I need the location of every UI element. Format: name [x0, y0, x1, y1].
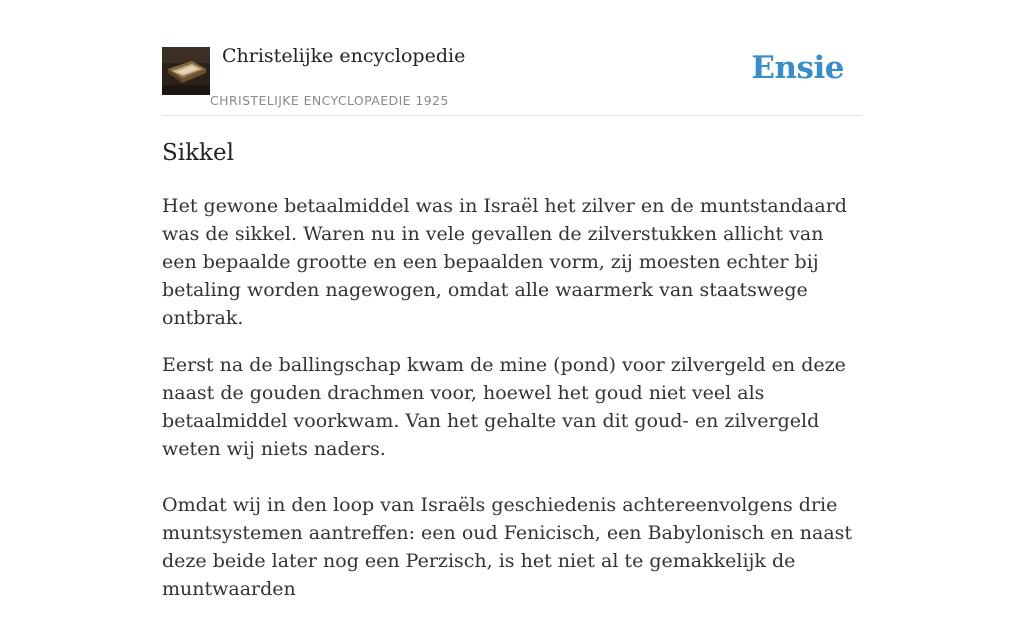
article-paragraph: Eerst na de ballingschap kwam de mine (pond) voor zilvergeld en deze naast de gouden drachmen voor, hoewel het goud niet veel als betaalmiddel voorkwam. Van het gehalte van dit goud- en zilvergeld weten wij niets naders. — [162, 354, 846, 460]
publication-title[interactable]: Christelijke encyclopedie — [222, 45, 466, 67]
ensie-logo[interactable]: Ensie — [751, 50, 844, 86]
article-paragraph: Het gewone betaalmiddel was in Israël het zilver en de muntstandaard was de sikkel. Waren nu in vele gevallen de zilverstukken allicht van een bepaalde grootte en een bepaalden vorm, zij moesten echter bij betaling worden nagewogen, omdat alle waarmerk van staatswege ontbrak. — [162, 195, 847, 329]
publication-avatar[interactable] — [162, 47, 210, 95]
publication-subtitle[interactable]: CHRISTELIJKE ENCYCLOPAEDIE 1925 — [210, 93, 449, 108]
article-title: Sikkel — [162, 140, 234, 166]
book-image-icon — [162, 47, 210, 95]
publication-header — [162, 0, 862, 116]
article-paragraph: Omdat wij in den loop van Israëls geschiedenis achtereenvolgens drie muntsystemen aantreffen: een oud Fenicisch, een Babylonisch en naast deze beide later nog een Perzisch, is het niet al te gemakkelijk de muntwaarden — [162, 494, 853, 600]
page-container — [162, 0, 862, 600]
article-body — [162, 192, 862, 622]
